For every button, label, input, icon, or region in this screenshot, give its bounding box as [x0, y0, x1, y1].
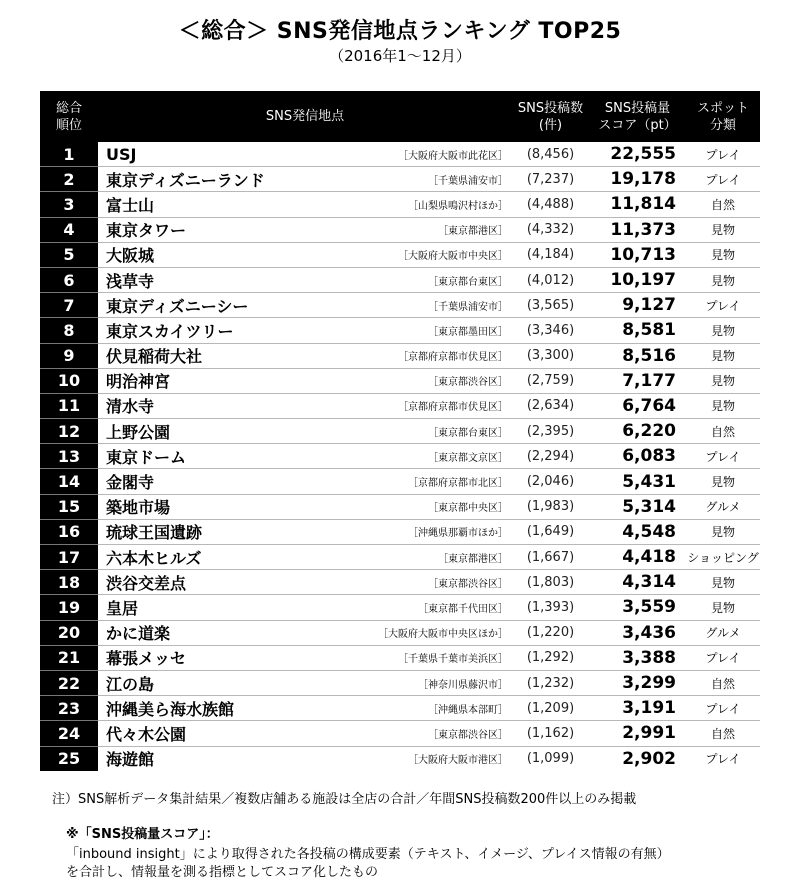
place-cell — [98, 721, 512, 746]
table-row — [40, 721, 760, 746]
table-row — [40, 696, 760, 721]
place-name: 代々木公園 — [106, 724, 187, 744]
place-wrap — [106, 646, 508, 669]
category-cell: 見物 — [686, 217, 760, 242]
place-wrap — [106, 369, 508, 392]
category-cell: 見物 — [686, 318, 760, 343]
table-row — [40, 318, 760, 343]
score-cell: 3,559 — [589, 595, 686, 620]
table-row — [40, 192, 760, 217]
place-wrap — [106, 294, 508, 317]
place-cell — [98, 217, 512, 242]
place-name: 清水寺 — [106, 397, 155, 417]
posts-cell: (1,649) — [512, 519, 589, 544]
posts-cell: (2,634) — [512, 393, 589, 418]
rank-cell: 18 — [40, 570, 98, 595]
place-cell — [98, 670, 512, 695]
category-cell: 自然 — [686, 721, 760, 746]
category-cell: プレイ — [705, 752, 741, 767]
place-wrap — [106, 520, 508, 543]
score-cell: 3,436 — [589, 620, 686, 645]
score-cell: 5,431 — [589, 469, 686, 494]
table-row — [40, 444, 760, 469]
place-location: ［大阪府大阪市中央区］ — [398, 251, 508, 263]
place-cell — [98, 368, 512, 393]
place-wrap — [106, 470, 508, 493]
place-name: 富士山 — [106, 195, 155, 215]
score-cell: 7,177 — [589, 368, 686, 393]
place-name: かに道楽 — [106, 624, 171, 644]
rank-cell: 23 — [40, 696, 98, 721]
table-row — [40, 267, 760, 292]
place-location: ［東京都渋谷区］ — [428, 578, 508, 590]
place-location: ［東京都千代田区］ — [418, 603, 508, 615]
definition-title: ※「SNS投稿量スコア」： — [66, 827, 219, 842]
category-cell: 見物 — [686, 343, 760, 368]
rank-cell: 11 — [40, 393, 98, 418]
score-cell: 6,083 — [589, 444, 686, 469]
category-cell: プレイ — [686, 167, 760, 192]
score-cell: 6,220 — [589, 419, 686, 444]
score-cell: 3,388 — [589, 645, 686, 670]
rank-cell: 10 — [40, 368, 98, 393]
place-cell — [98, 393, 512, 418]
posts-cell: (1,803) — [512, 570, 589, 595]
posts-cell: (3,346) — [512, 318, 589, 343]
rank-cell: 4 — [40, 217, 98, 242]
table-row — [40, 368, 760, 393]
category-cell: 見物 — [686, 469, 760, 494]
category-cell: 見物 — [686, 595, 760, 620]
score-cell: 8,581 — [589, 318, 686, 343]
table-row — [40, 343, 760, 368]
place-name: 幕張メッセ — [106, 649, 187, 669]
posts-cell: (1,232) — [512, 670, 589, 695]
place-name: 東京ディズニーランド — [106, 170, 265, 190]
place-wrap — [106, 495, 508, 518]
place-location: ［大阪府大阪市此花区］ — [398, 150, 508, 162]
place-name: USJ — [106, 144, 137, 164]
table-row — [40, 242, 760, 267]
place-wrap — [106, 193, 508, 216]
place-wrap — [106, 747, 508, 770]
place-name: 渋谷交差点 — [106, 573, 187, 593]
definition-line-2: を合計し、情報量を測る指標としてスコア化したもの — [66, 865, 379, 880]
place-cell — [98, 318, 512, 343]
place-wrap — [106, 344, 508, 367]
place-cell — [98, 469, 512, 494]
header-category: スポット 分類 — [686, 91, 760, 142]
place-name: 沖縄美ら海水族館 — [106, 699, 235, 719]
table-row — [40, 217, 760, 242]
place-name: 明治神宮 — [106, 372, 171, 392]
category-cell: プレイ — [686, 293, 760, 318]
table-row — [40, 620, 760, 645]
place-wrap — [106, 672, 508, 695]
category-cell: 見物 — [686, 242, 760, 267]
table-row — [40, 469, 760, 494]
rank-cell: 21 — [40, 645, 98, 670]
place-cell — [98, 746, 512, 771]
score-cell: 3,191 — [589, 696, 686, 721]
place-cell — [98, 545, 512, 570]
place-name: 江の島 — [106, 674, 155, 694]
rank-cell: 20 — [40, 620, 98, 645]
table-row — [40, 167, 760, 192]
posts-cell: (1,099) — [526, 751, 575, 767]
place-location: ［東京都渋谷区］ — [428, 729, 508, 741]
score-cell: 2,991 — [589, 721, 686, 746]
table-row — [40, 545, 760, 570]
place-location: ［京都府京都市伏見区］ — [398, 352, 508, 364]
place-location: ［大阪府大阪市港区］ — [408, 755, 508, 767]
place-name: 築地市場 — [106, 498, 171, 518]
place-name: 浅草寺 — [106, 271, 155, 291]
place-location: ［東京都港区］ — [438, 553, 508, 565]
score-cell: 19,178 — [589, 167, 686, 192]
place-name: 海遊館 — [106, 750, 155, 770]
place-location: ［東京都渋谷区］ — [428, 377, 508, 389]
page-title: ＜総合＞ SNS発信地点ランキング TOP25 — [178, 19, 622, 44]
place-name: 六本木ヒルズ — [106, 548, 202, 568]
score-cell: 3,299 — [589, 670, 686, 695]
place-cell — [98, 419, 512, 444]
category-cell: 自然 — [686, 192, 760, 217]
place-wrap — [106, 145, 508, 164]
rank-cell: 7 — [40, 293, 98, 318]
place-cell — [98, 595, 512, 620]
place-wrap — [106, 697, 508, 720]
category-cell: プレイ — [686, 142, 760, 167]
rank-cell: 2 — [40, 167, 98, 192]
score-cell: 4,418 — [589, 545, 686, 570]
score-cell: 9,127 — [589, 293, 686, 318]
rank-cell: 25 — [40, 746, 98, 771]
posts-cell: (4,012) — [512, 267, 589, 292]
score-cell: 6,764 — [589, 393, 686, 418]
category-cell: 見物 — [686, 570, 760, 595]
ranking-table — [40, 91, 760, 771]
place-location: ［千葉県千葉市美浜区］ — [398, 654, 508, 666]
header-rank: 総合 順位 — [40, 91, 98, 142]
place-wrap — [106, 722, 508, 745]
place-cell — [98, 444, 512, 469]
posts-cell: (1,220) — [512, 620, 589, 645]
place-cell — [98, 192, 512, 217]
posts-cell: (1,292) — [512, 645, 589, 670]
score-cell: 2,902 — [622, 748, 676, 769]
posts-cell: (1,983) — [512, 494, 589, 519]
place-location: ［東京都台東区］ — [428, 276, 508, 288]
place-wrap — [106, 445, 508, 468]
posts-cell: (8,456) — [512, 142, 589, 167]
rank-cell: 13 — [40, 444, 98, 469]
rank-cell: 22 — [40, 670, 98, 695]
score-cell: 8,516 — [589, 343, 686, 368]
rank-cell: 12 — [40, 419, 98, 444]
place-wrap — [106, 546, 508, 569]
place-location: ［東京都文京区］ — [428, 452, 508, 464]
header-posts: SNS投稿数 (件) — [512, 91, 589, 142]
rank-cell: 6 — [40, 267, 98, 292]
category-cell: ショッピング — [686, 545, 760, 570]
posts-cell: (1,209) — [512, 696, 589, 721]
posts-cell: (4,332) — [512, 217, 589, 242]
rank-cell: 14 — [40, 469, 98, 494]
category-cell: 見物 — [686, 267, 760, 292]
place-location: ［東京都中央区］ — [428, 503, 508, 515]
table-row — [40, 293, 760, 318]
place-location: ［神奈川県藤沢市］ — [418, 679, 508, 691]
rank-cell: 17 — [40, 545, 98, 570]
footnote: 注）SNS解析データ集計結果／複数店舗ある施設は全店の合計／年間SNS投稿数200件以上のみ掲載 — [52, 792, 637, 807]
rank-cell: 19 — [40, 595, 98, 620]
place-cell — [98, 343, 512, 368]
score-cell: 10,197 — [589, 267, 686, 292]
table-row — [40, 746, 760, 771]
place-wrap — [106, 168, 508, 191]
place-cell — [98, 267, 512, 292]
place-wrap — [106, 420, 508, 443]
posts-cell: (2,759) — [512, 368, 589, 393]
posts-cell: (1,162) — [512, 721, 589, 746]
place-wrap — [106, 621, 508, 644]
table-body — [40, 142, 760, 771]
place-cell — [98, 519, 512, 544]
place-wrap — [106, 571, 508, 594]
place-name: 伏見稲荷大社 — [106, 347, 203, 367]
table-row — [40, 570, 760, 595]
posts-cell: (2,395) — [512, 419, 589, 444]
place-location: ［沖縄県那覇市ほか］ — [408, 528, 508, 540]
table-row — [40, 393, 760, 418]
place-wrap — [106, 269, 508, 292]
rank-cell: 16 — [40, 519, 98, 544]
table-row — [40, 142, 760, 167]
rank-cell: 8 — [40, 318, 98, 343]
rank-cell: 3 — [40, 192, 98, 217]
posts-cell: (1,667) — [512, 545, 589, 570]
posts-cell: (2,046) — [512, 469, 589, 494]
table-row — [40, 494, 760, 519]
place-cell — [98, 242, 512, 267]
place-name: 金閣寺 — [106, 473, 155, 493]
place-name: 東京タワー — [106, 221, 187, 241]
place-location: ［京都府京都市北区］ — [408, 478, 508, 490]
category-cell: 自然 — [686, 419, 760, 444]
category-cell: プレイ — [686, 444, 760, 469]
category-cell: 見物 — [686, 368, 760, 393]
score-cell: 11,373 — [589, 217, 686, 242]
place-name: 上野公園 — [106, 422, 171, 442]
place-wrap — [106, 218, 508, 241]
place-location: ［山梨県鳴沢村ほか］ — [408, 200, 508, 212]
place-wrap — [106, 319, 508, 342]
category-cell: 見物 — [686, 519, 760, 544]
place-wrap — [106, 394, 508, 417]
place-location: ［千葉県浦安市］ — [428, 301, 508, 313]
table-row — [40, 419, 760, 444]
place-location: ［沖縄県本部町］ — [428, 704, 508, 716]
score-cell: 10,713 — [589, 242, 686, 267]
page-subtitle: （2016年1～12月） — [329, 47, 471, 65]
score-cell: 4,548 — [589, 519, 686, 544]
rank-cell: 9 — [40, 343, 98, 368]
posts-cell: (2,294) — [512, 444, 589, 469]
posts-cell: (3,565) — [512, 293, 589, 318]
category-cell: プレイ — [686, 696, 760, 721]
place-cell — [98, 494, 512, 519]
header-name: SNS発信地点 — [98, 91, 512, 142]
posts-cell: (7,237) — [512, 167, 589, 192]
rank-cell: 1 — [40, 142, 98, 167]
place-location: ［東京都墨田区］ — [428, 326, 508, 338]
place-location: ［千葉県浦安市］ — [428, 175, 508, 187]
rank-cell: 15 — [40, 494, 98, 519]
posts-cell: (1,393) — [512, 595, 589, 620]
score-cell: 11,814 — [589, 192, 686, 217]
place-cell — [98, 167, 512, 192]
place-name: 琉球王国遺跡 — [106, 523, 203, 543]
category-cell: 見物 — [686, 393, 760, 418]
posts-cell: (3,300) — [512, 343, 589, 368]
score-cell: 22,555 — [589, 142, 686, 167]
place-location: ［東京都港区］ — [438, 226, 508, 238]
table-row — [40, 519, 760, 544]
place-cell — [98, 570, 512, 595]
score-cell: 5,314 — [589, 494, 686, 519]
rank-cell: 24 — [40, 721, 98, 746]
posts-cell: (4,488) — [512, 192, 589, 217]
place-cell — [98, 645, 512, 670]
table-row — [40, 595, 760, 620]
posts-cell: (4,184) — [512, 242, 589, 267]
place-cell — [98, 293, 512, 318]
place-name: 皇居 — [106, 598, 139, 618]
category-cell: グルメ — [686, 494, 760, 519]
place-name: 東京ドーム — [106, 447, 187, 467]
place-name: 東京スカイツリー — [106, 321, 234, 341]
place-cell — [98, 142, 512, 167]
place-cell — [98, 620, 512, 645]
place-wrap — [106, 243, 508, 266]
place-wrap — [106, 596, 508, 619]
header-score: SNS投稿量 スコア（pt） — [589, 91, 686, 142]
place-name: 大阪城 — [106, 246, 155, 266]
table-row — [40, 645, 760, 670]
rank-cell: 5 — [40, 242, 98, 267]
definition-line-1: 「inbound insight」により取得された各投稿の構成要素（テキスト、イメージ、プレイス情報の有無） — [66, 847, 670, 862]
place-name: 東京ディズニーシー — [106, 296, 249, 316]
place-location: ［大阪府大阪市中央区ほか］ — [378, 629, 508, 641]
table-row — [40, 670, 760, 695]
place-cell — [98, 696, 512, 721]
score-cell: 4,314 — [589, 570, 686, 595]
place-location: ［京都府京都市伏見区］ — [398, 402, 508, 414]
place-location: ［東京都台東区］ — [428, 427, 508, 439]
category-cell: 自然 — [686, 670, 760, 695]
category-cell: グルメ — [686, 620, 760, 645]
category-cell: プレイ — [686, 645, 760, 670]
table-header-row — [40, 91, 760, 142]
